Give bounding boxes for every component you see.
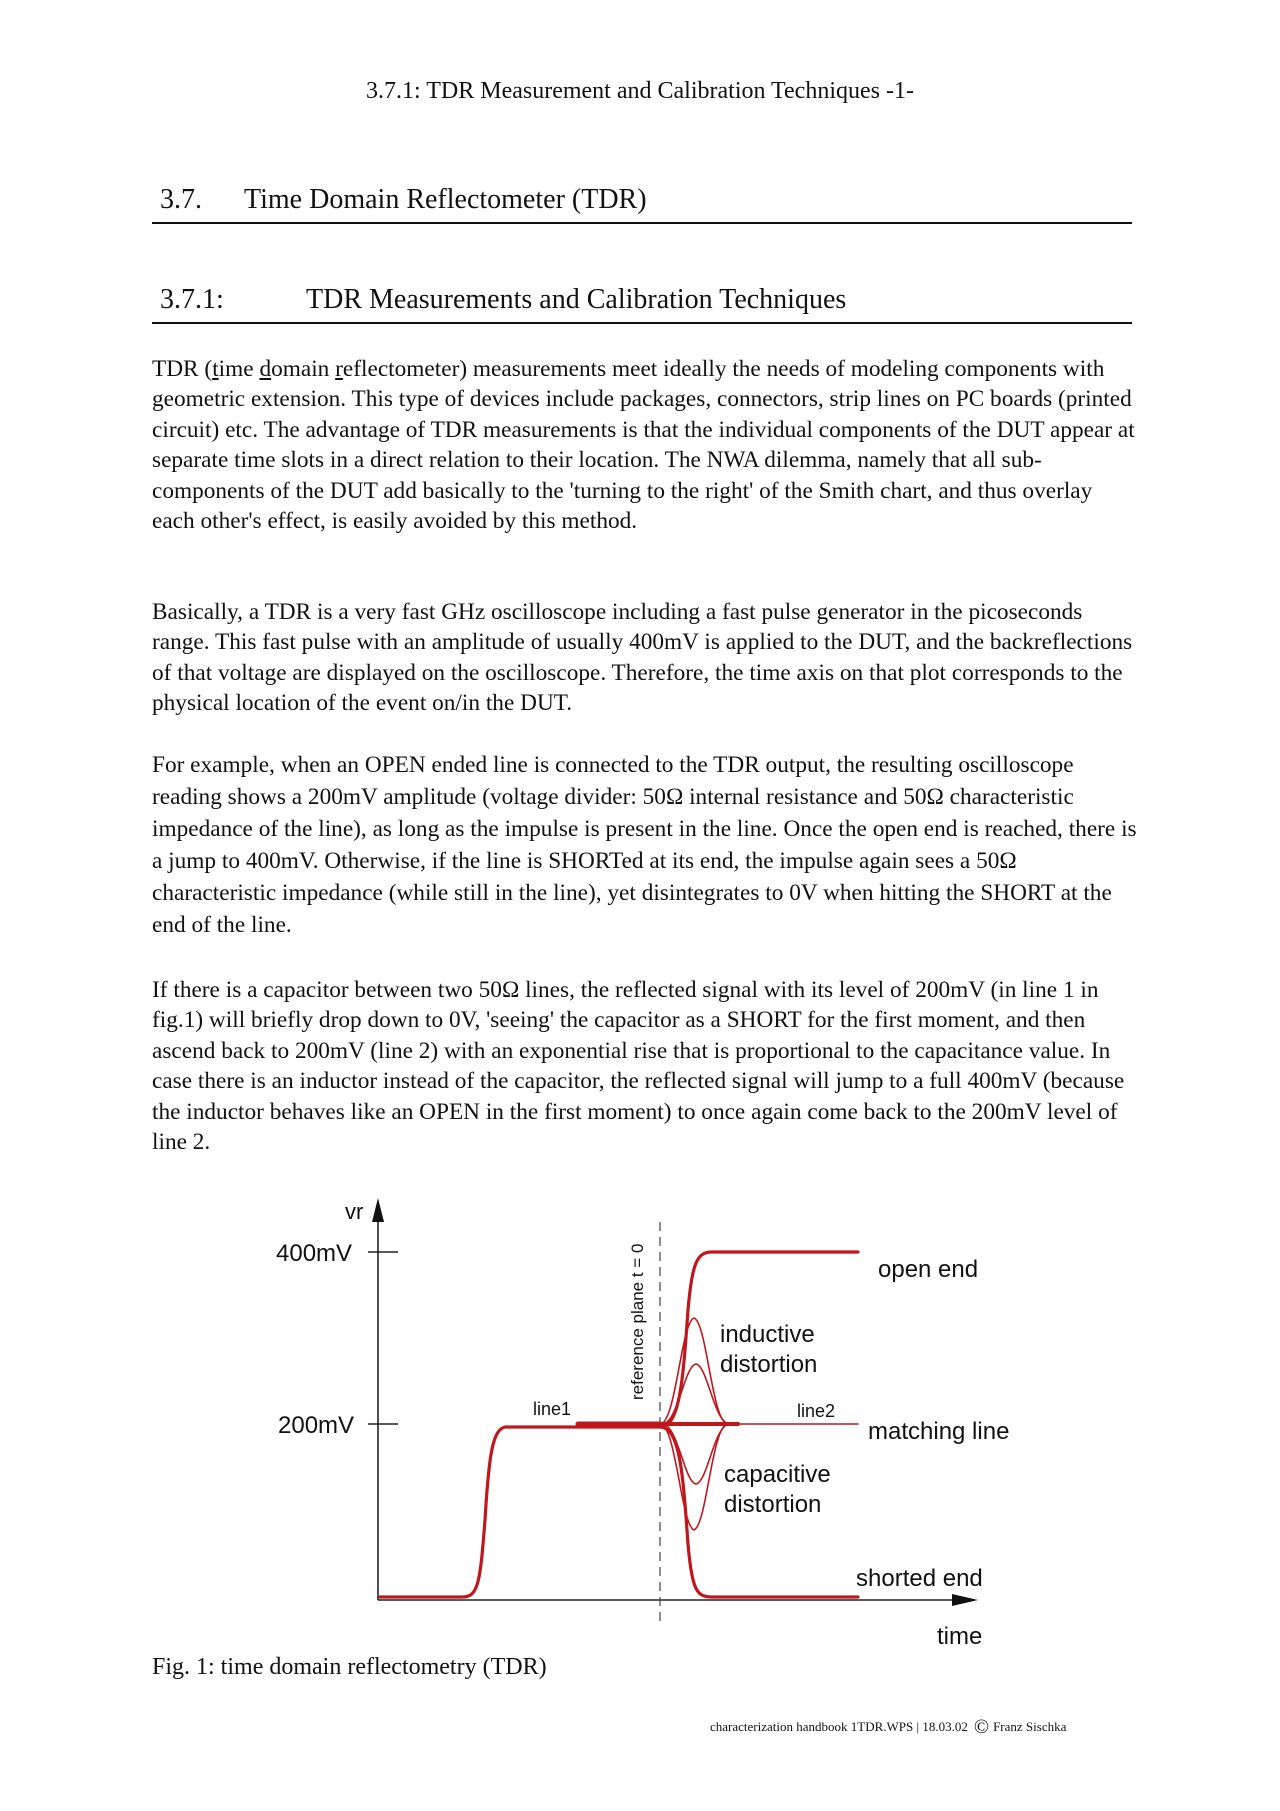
capacitive-label-2: distortion	[724, 1491, 822, 1518]
p1-lead: TDR (	[152, 356, 213, 382]
tick-label-200mv: 200mV	[278, 1412, 355, 1439]
line1-curve	[380, 1427, 660, 1597]
figure-caption: Fig. 1: time domain reflectometry (TDR)	[152, 1654, 547, 1680]
p1-omain: omain	[271, 356, 336, 382]
subsection-title: TDR Measurements and Calibration Techniques	[306, 284, 847, 315]
y-axis-label: vr	[345, 1199, 364, 1224]
subsection-heading	[152, 284, 1132, 324]
section-number: 3.7.	[160, 184, 202, 215]
open-end-label: open end	[878, 1256, 979, 1283]
p1-t: t	[212, 356, 219, 382]
paragraph-basics: Basically, a TDR is a very fast GHz oscilloscope including a fast pulse generator in the picoseconds range. This fast pulse with an amplitude of usually 400mV is applied to the DUT, and the backreflections of that voltage are displayed on the oscilloscope. Therefore, the time axis on that plot corresponds to the physical location of the event on/in the DUT.	[152, 599, 1133, 717]
p1-ime: ime	[218, 356, 260, 382]
p1-d: d	[259, 356, 272, 382]
inductive-label-1: inductive	[720, 1321, 815, 1348]
paragraph-capacitor: If there is a capacitor between two 50Ω lines, the reflected signal with its level of 200mV (in line 1 in fig.1) will briefly drop down to 0V, 'seeing' the capacitor as a SHORT for the first moment, and then ascend back to 200mV (line 2) with an exponential rise that is proportional to the capacitance value. In case there is an inductor instead of the capacitor, the reflected signal will jump to a full 400mV (because the inductor behaves like an OPEN in the first moment) to once again come back to the 200mV level of line 2.	[152, 977, 1125, 1156]
shorted-end-label: shorted end	[856, 1565, 983, 1592]
capacitive-label-1: capacitive	[724, 1461, 831, 1488]
footer-text: characterization handbook 1TDR.WPS | 18.03.02	[710, 1719, 968, 1734]
page-footer	[710, 1716, 1066, 1739]
inductive-distortion-large	[660, 1318, 728, 1424]
x-axis-label: time	[937, 1623, 983, 1650]
y-axis-arrow-icon	[372, 1198, 384, 1222]
capacitive-distortion-large	[660, 1424, 728, 1530]
paragraph-example: For example, when an OPEN ended line is connected to the TDR output, the resulting oscilloscope reading shows a 200mV amplitude (voltage divider: 50Ω internal resistance and 50Ω characteristic impedance of the line), as long as the impulse is present in the line. Once the open end is reached, there is a jump to 400mV. Otherwise, if the line is SHORTed at its end, the impulse again sees a 50Ω characteristic impedance (while still in the line), yet disintegrates to 0V when hitting the SHORT at the end of the line.	[152, 752, 1137, 938]
tick-label-400mv: 400mV	[276, 1240, 353, 1267]
matching-line-label: matching line	[868, 1418, 1010, 1445]
tdr-figure	[0, 1180, 1280, 1660]
copyright-icon: ©	[973, 1716, 990, 1738]
line1-label: line1	[533, 1399, 572, 1419]
p1-rest: eflectometer) measurements meet ideally the needs of modeling components with geometric extension. This type of devices include packages, connectors, strip lines on PC boards (printed circuit) etc. The advantage of TDR measurements is that the individual components of the DUT appear at separate time slots in a direct relation to their location. The NWA dilemma, namely that all sub-components of the DUT add basically to the 'turning to the right' of the Smith chart, and thus overlay each other's effect, is easily avoided by this method.	[152, 356, 1135, 535]
section-title: Time Domain Reflectometer (TDR)	[244, 184, 647, 215]
section-heading	[152, 184, 1132, 224]
page-header: 3.7.1: TDR Measurement and Calibration Techniques -1-	[366, 78, 914, 104]
p1-r: r	[335, 356, 343, 382]
line2-label: line2	[797, 1401, 836, 1421]
capacitive-distortion-small	[662, 1424, 730, 1484]
reference-plane-label: reference plane t = 0	[628, 1243, 647, 1400]
footer-author: Franz Sischka	[993, 1719, 1067, 1734]
tdr-curves	[380, 1252, 858, 1597]
x-axis-arrow-icon	[952, 1594, 978, 1606]
subsection-number: 3.7.1:	[160, 284, 224, 315]
paragraph-intro	[152, 354, 1137, 536]
inductive-label-2: distortion	[720, 1351, 818, 1378]
